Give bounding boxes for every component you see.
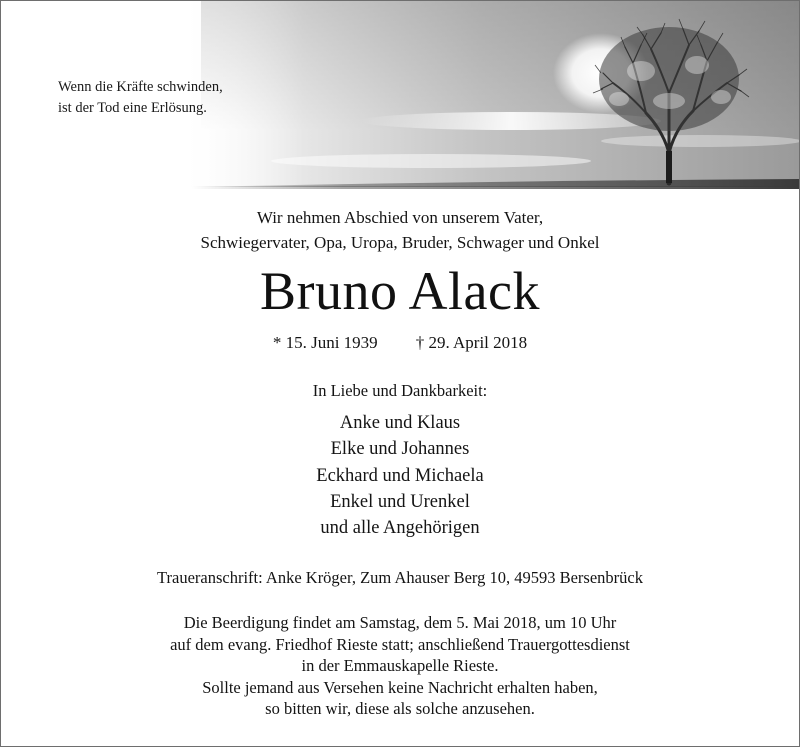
mourners-list <box>1 410 799 541</box>
deceased-name: Bruno Alack <box>260 261 540 321</box>
funeral-line: auf dem evang. Friedhof Rieste statt; anschließend Trauergottesdienst <box>170 634 630 654</box>
mourner-name: Anke und Klaus <box>339 413 461 433</box>
quote-line: Wenn die Kräfte schwinden, <box>58 79 223 95</box>
life-dates <box>1 331 799 355</box>
opening-quote <box>58 77 223 119</box>
funeral-line: in der Emmauskapelle Rieste. <box>301 656 499 676</box>
birth-date: * 15. Juni 1939 <box>272 333 378 352</box>
mourners-heading: In Liebe und Dankbarkeit: <box>312 381 488 400</box>
funeral-details <box>1 612 799 720</box>
mourner-name: Elke und Johannes <box>330 439 470 460</box>
farewell-intro <box>1 206 799 255</box>
mourner-name: und alle Angehörigen <box>320 518 480 539</box>
funeral-line: Die Beerdigung findet am Samstag, dem 5. Mai 2018, um 10 Uhr <box>183 613 617 632</box>
funeral-line: Sollte jemand aus Versehen keine Nachricht erhalten haben, <box>202 677 598 697</box>
mourning-address: Traueranschrift: Anke Kröger, Zum Ahauser Berg 10, 49593 Bersenbrück <box>157 568 643 587</box>
mourner-name: Eckhard und Michaela <box>316 465 484 486</box>
intro-line: Wir nehmen Abschied von unserem Vater, <box>256 208 544 227</box>
mourner-name: Enkel und Urenkel <box>330 491 470 512</box>
intro-line: Schwiegervater, Opa, Uropa, Bruder, Schwager und Onkel <box>200 232 600 252</box>
funeral-line: so bitten wir, diese als solche anzusehen. <box>265 699 535 719</box>
death-date: † 29. April 2018 <box>415 333 528 352</box>
quote-line: ist der Tod eine Erlösung. <box>58 100 207 116</box>
